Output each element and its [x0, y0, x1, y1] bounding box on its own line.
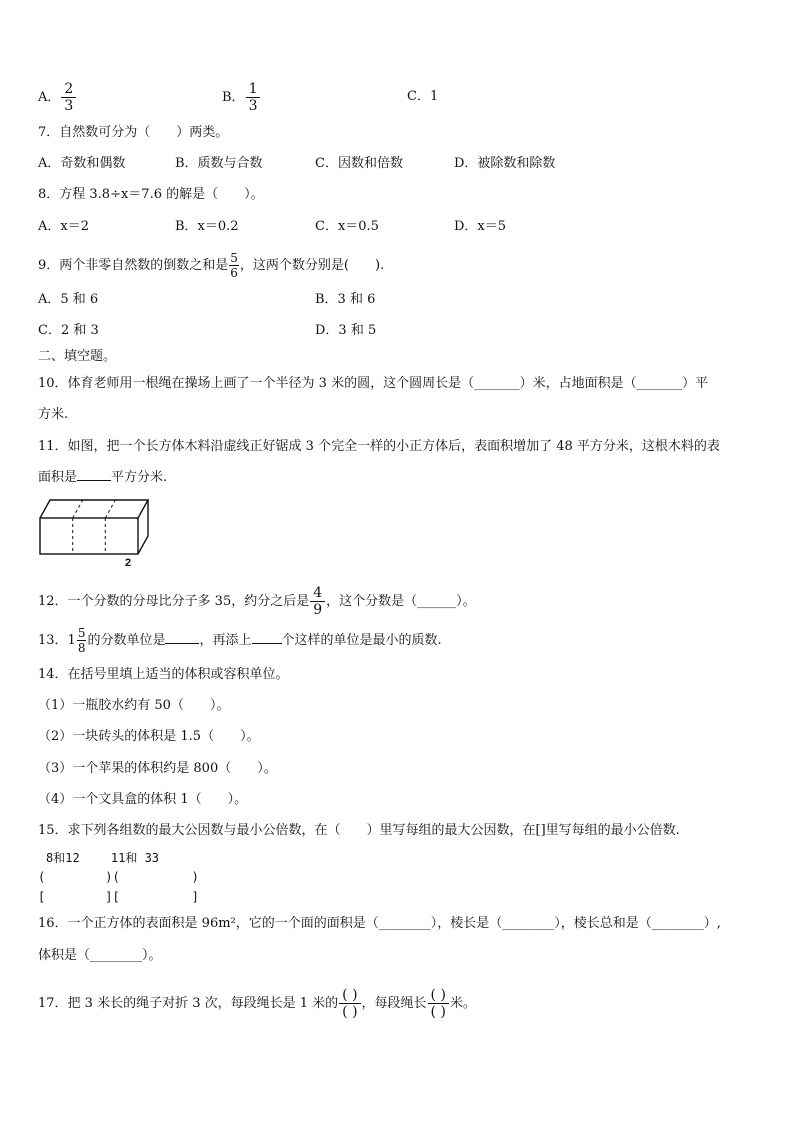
- q9-option-c: C．2 和 3: [38, 323, 99, 338]
- cuboid-figure: [36, 496, 156, 568]
- q13-blank-1: [165, 632, 199, 644]
- q9-option-d: D．3 和 5: [315, 323, 377, 338]
- q13-line: [38, 627, 442, 654]
- q13-text-2: ，再添上: [199, 633, 252, 648]
- q10-line1: 10．体育老师用一根绳在操场上画了一个半径为 3 米的圆，这个圆周长是（_______）米，占地面积是（_______）平: [38, 376, 709, 391]
- q11-line1: 11．如图，把一个长方体木料沿虚线正好锯成 3 个完全一样的小正方体后，表面积增加了 48 平方分米，这根木料的表: [38, 439, 720, 454]
- fraction-denominator: 3: [248, 98, 258, 114]
- q6-option-b: [222, 82, 261, 113]
- q7-option-a: A．奇数和偶数: [38, 156, 126, 171]
- fraction-denominator: 9: [313, 602, 323, 618]
- q17-text: 17．把 3 米长的绳子对折 3 次，每段绳长是 1 米的: [38, 996, 339, 1011]
- cuboid-front-face: [40, 518, 138, 554]
- fraction-numerator: 4: [310, 586, 325, 602]
- q17-fraction-1: [339, 988, 360, 1019]
- q16-line1: 16．一个正方体的表面积是 96m²，它的一个面的面积是（________），棱长是（________），棱长总和是（________）,: [38, 916, 721, 931]
- q12-tail: ，这个分数是（______）。: [326, 594, 476, 609]
- q16-line2: 体积是（________）。: [38, 948, 162, 963]
- q13-fraction: [77, 627, 87, 654]
- cut-line-1-top: [73, 500, 83, 518]
- section-heading-fill-in: 二、填空题。: [38, 349, 117, 364]
- q8-stem: 8．方程 3.8÷x＝7.6 的解是（ ）。: [38, 187, 264, 202]
- fraction-numerator: 5: [77, 626, 86, 640]
- q10-line2: 方米.: [38, 407, 69, 422]
- q13-mixed-whole: 1: [67, 633, 76, 648]
- q11-answer-blank: [77, 469, 111, 481]
- q11-line2-tail: 平方分米.: [111, 470, 168, 485]
- q17-tail: 米。: [449, 996, 476, 1011]
- q7-option-b: B．质数与合数: [175, 156, 263, 171]
- fraction-denominator: 6: [230, 266, 238, 280]
- q14-stem: 14．在括号里填上适当的体积或容积单位。: [38, 667, 289, 682]
- cuboid-dimension-label: 2: [125, 557, 132, 568]
- q11-line2-text: 面积是: [38, 470, 78, 485]
- q6-option-a-label: A．: [38, 90, 61, 105]
- q17-line: [38, 988, 476, 1019]
- q14-item-3: （3）一个苹果的体积约是 800（ ）。: [38, 761, 277, 776]
- fraction-denominator: ( ): [430, 1004, 446, 1020]
- q8-option-b: B．x＝0.2: [175, 219, 239, 234]
- q6-option-a: [38, 82, 77, 113]
- fraction-denominator: 3: [64, 98, 74, 114]
- q12-text: 12．一个分数的分母比分子多 35，约分之后是: [38, 594, 310, 609]
- q6-option-a-fraction: [61, 82, 76, 113]
- q17-fraction-2: [428, 988, 449, 1019]
- q14-item-2: （2）一块砖头的体积是 1.5（ ）。: [38, 729, 260, 744]
- fraction-numerator: 5: [230, 251, 238, 265]
- q8-option-c: C．x＝0.5: [315, 219, 379, 234]
- q8-option-d: D．x＝5: [454, 219, 507, 234]
- q17-text-2: ，每段绳长: [361, 996, 427, 1011]
- fraction-numerator: 2: [61, 82, 76, 98]
- q7-stem: 7．自然数可分为（ ）两类。: [38, 125, 229, 140]
- q15-stem: 15．求下列各组数的最大公因数与最小公倍数，在（ ）里写每组的最大公因数，在[]里写每组的最小公倍数.: [38, 823, 680, 838]
- fraction-numerator: 1: [246, 82, 261, 98]
- q6-option-c: C．1: [407, 89, 439, 104]
- q9-stem-tail: ，这两个数分别是( ).: [239, 258, 385, 273]
- fraction-numerator: ( ): [428, 988, 449, 1004]
- fraction-numerator: ( ): [339, 988, 360, 1004]
- q15-lcm-brackets: [ ][ ]: [38, 890, 199, 904]
- q12-line: [38, 586, 476, 617]
- q11-line2: [38, 469, 167, 487]
- q9-stem-text: 9．两个非零自然数的倒数之和是: [38, 258, 229, 273]
- q13-tail: 个这样的单位是最小的质数.: [281, 633, 442, 648]
- q14-item-1: （1）一瓶胶水约有 50（ ）。: [38, 698, 230, 713]
- fraction-denominator: ( ): [342, 1004, 358, 1020]
- q15-number-pairs: 8和12 11和 33: [46, 851, 160, 865]
- q6-option-b-fraction: [246, 82, 261, 113]
- q9-stem: [38, 252, 384, 279]
- q8-option-a: A．x＝2: [38, 219, 89, 234]
- q9-option-a: A．5 和 6: [38, 292, 99, 307]
- q7-option-c: C．因数和倍数: [315, 156, 403, 171]
- cut-line-2-top: [105, 500, 115, 518]
- q9-option-b: B．3 和 6: [315, 292, 376, 307]
- cuboid-top-face: [40, 500, 148, 518]
- q12-fraction: [310, 586, 325, 617]
- q6-option-b-label: B．: [222, 90, 245, 105]
- q13-blank-2: [252, 632, 282, 644]
- q15-gcd-parens: ( )( ): [38, 870, 199, 884]
- q14-item-4: （4）一个文具盒的体积 1（ ）。: [38, 792, 248, 807]
- q13-text-1: 的分数单位是: [87, 633, 166, 648]
- fraction-denominator: 8: [77, 641, 86, 655]
- q13-number: 13．: [38, 633, 68, 648]
- q7-option-d: D．被除数和除数: [454, 156, 556, 171]
- q9-fraction: [229, 252, 239, 279]
